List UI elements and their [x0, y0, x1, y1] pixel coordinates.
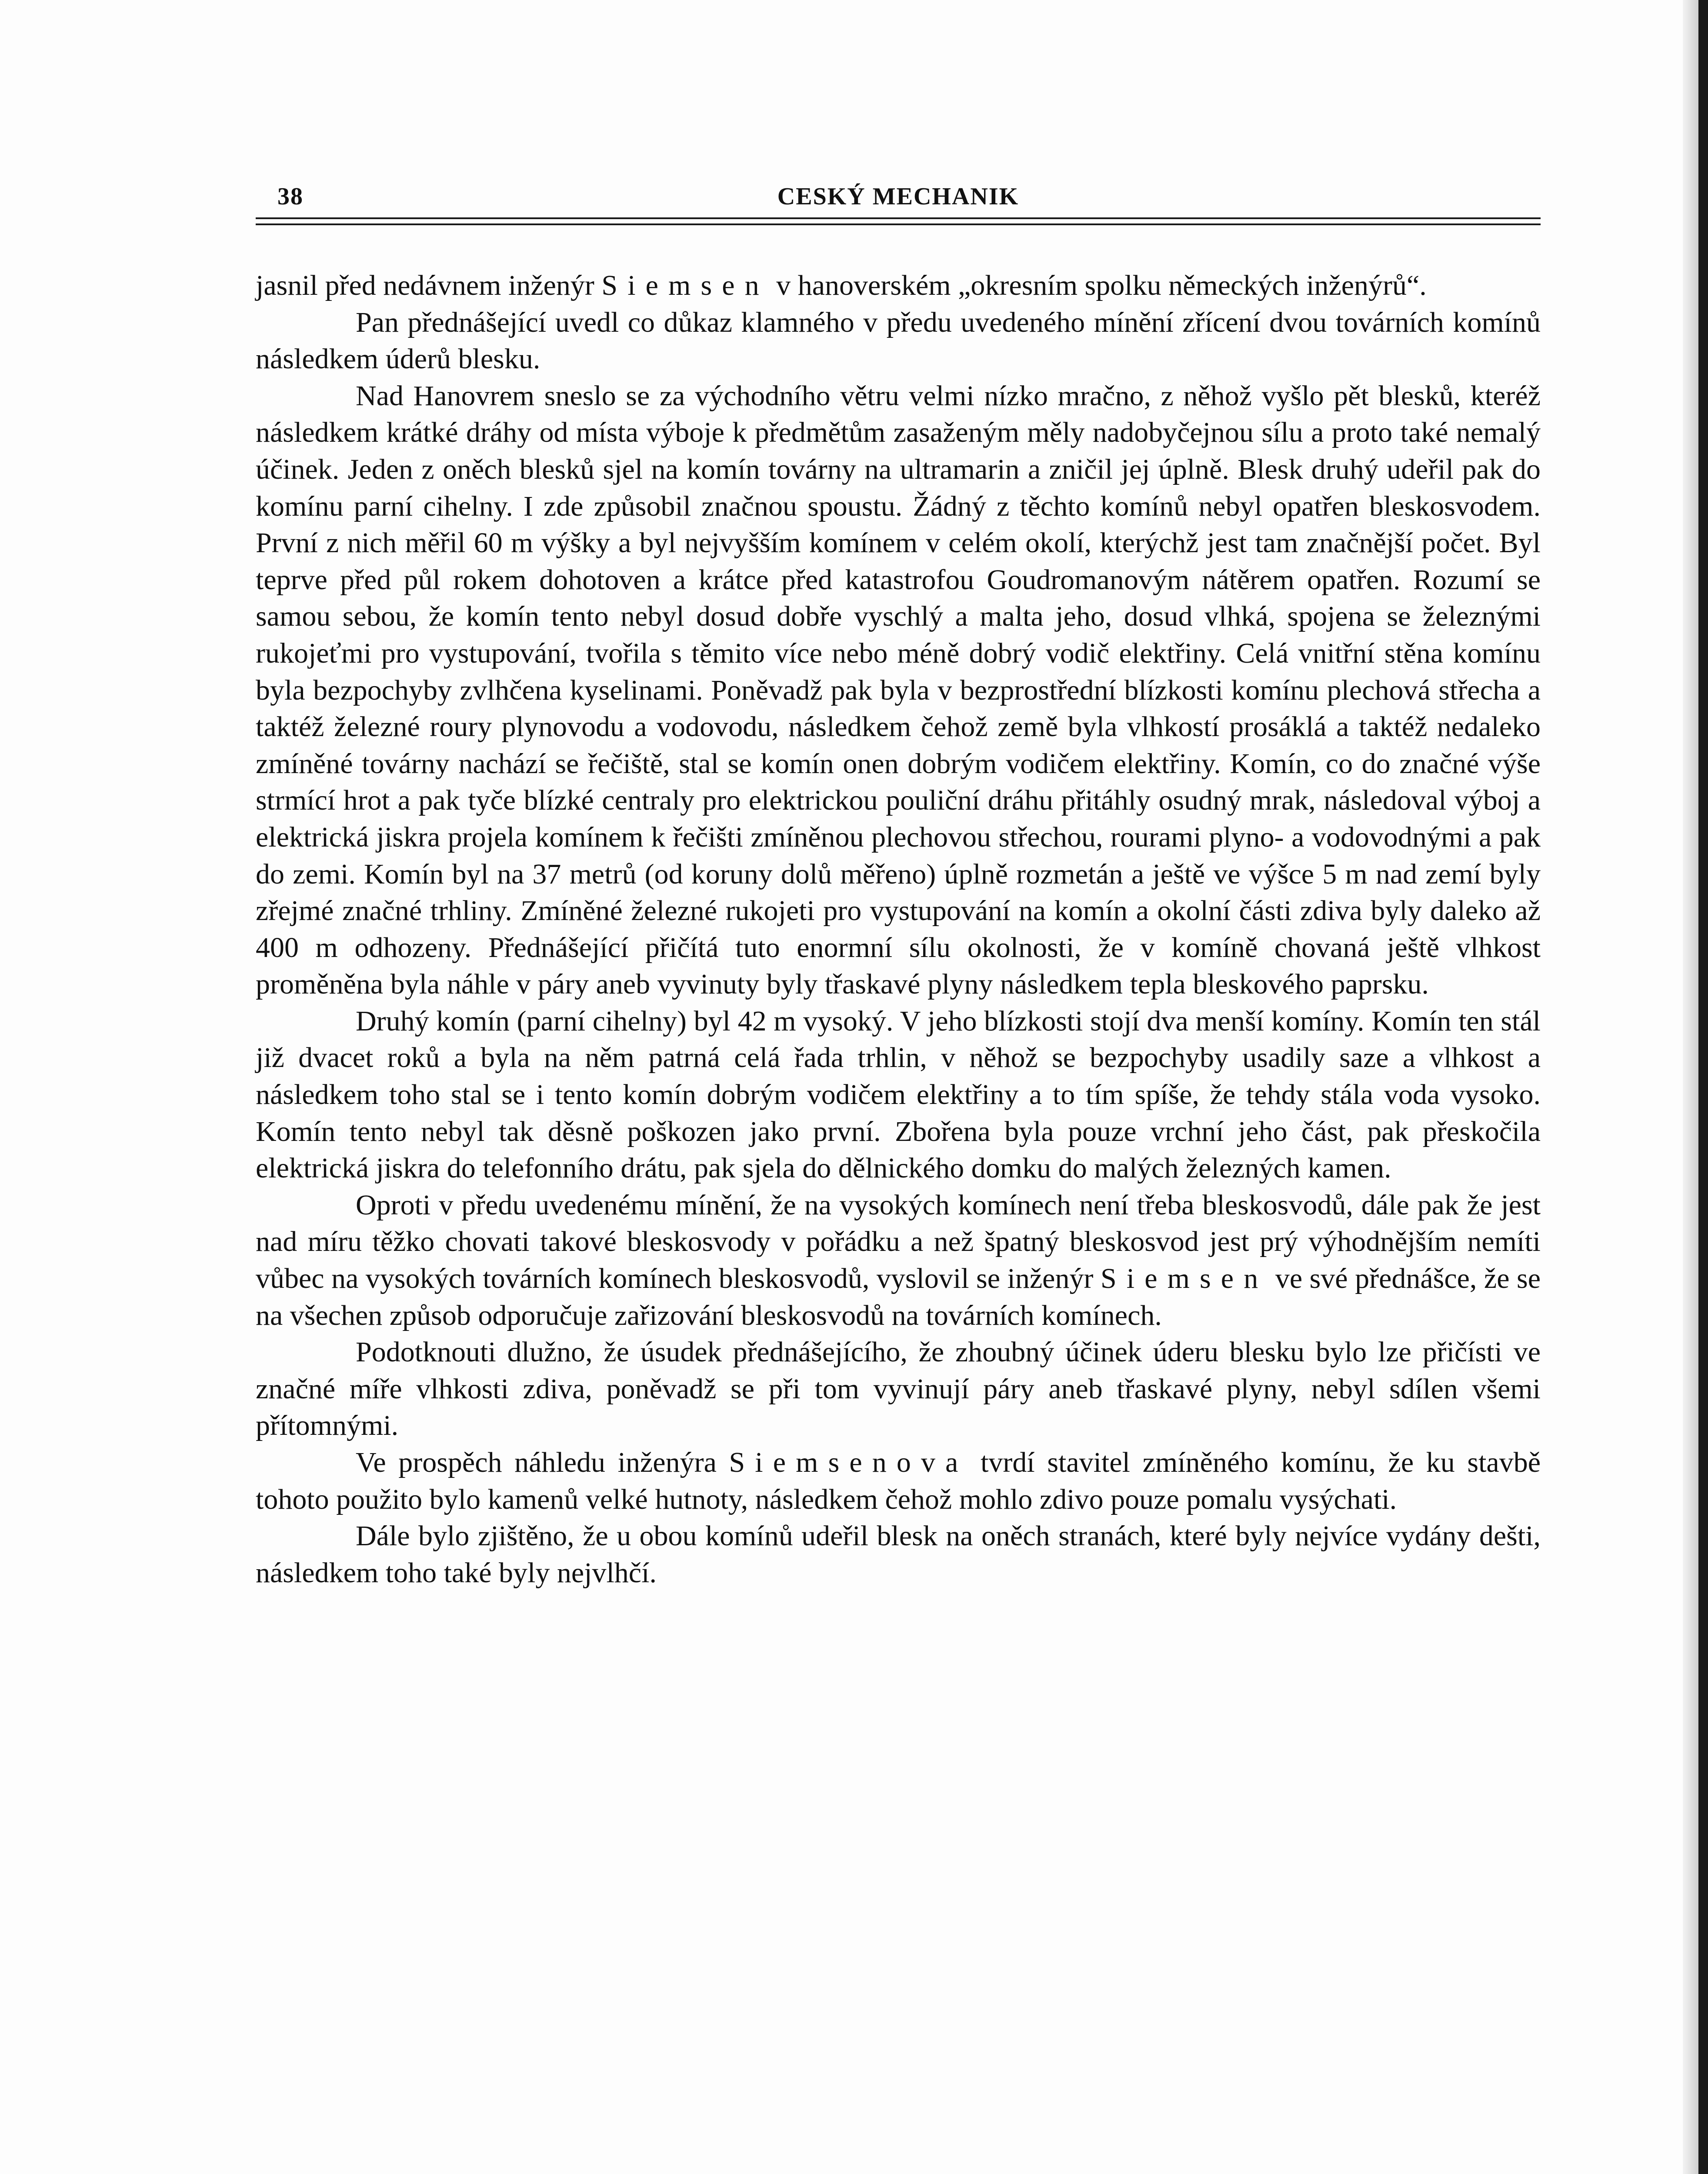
page-edge-shadow — [1683, 0, 1698, 2174]
running-title: CESKÝ MECHANIK — [777, 183, 1019, 210]
article-body — [256, 267, 1541, 1591]
page-header — [256, 178, 1541, 213]
paragraph-5: Oproti v předu uvedenému mínění, že na vysokých komínech není třeba bleskosvodů, dále pak že jest nad míru těžko chovati takové bleskosvody v pořádku a než špatný bleskosvod jest prý výhodnějším nemíti vůbec na vysokých továrních komínech bleskosvodů, vyslovil se inženýr Siemsen ve své přednášce, že se na všechen způsob odporučuje zařizování bleskosvodů na továrních komínech. — [256, 1189, 1541, 1331]
spaced-name: Siemsen — [1100, 1263, 1268, 1295]
paragraph-8: Dále bylo zjištěno, že u obou komínů udeřil blesk na oněch stranách, které byly nejvíce vydány dešti, následkem toho také byly nejvlhčí. — [256, 1520, 1541, 1589]
header-rule-top — [256, 217, 1541, 219]
page-edge — [1698, 0, 1708, 2174]
header-rule-bottom — [256, 223, 1541, 225]
spaced-name: Siemsenova — [729, 1447, 968, 1478]
paragraph-6: Podotknouti dlužno, že úsudek přednášejícího, že zhoubný účinek úderu blesku bylo lze přičísti ve značné míře vlhkosti zdiva, poněvadž se při tom vyvinují páry aneb třaskavé plyny, nebyl sdílen všemi přítomnými. — [256, 1336, 1541, 1442]
paragraph-2: Pan přednášející uvedl co důkaz klamného v předu uvedeného mínění zřícení dvou továrních komínů následkem úderů blesku. — [256, 306, 1541, 375]
paragraph-1: jasnil před nedávnem inženýr Siemsen v hanoverském „okresním spolku německých inženýrů“. — [256, 270, 1427, 301]
paragraph-7: Ve prospěch náhledu inženýra Siemsenova tvrdí stavitel zmíněného komínu, že ku stavbě tohoto použito bylo kamenů velké hutnoty, následkem čehož mohlo zdivo pouze pomalu vysýchati. — [256, 1447, 1541, 1515]
spaced-name: Siemsen — [601, 270, 769, 301]
page-number: 38 — [277, 183, 304, 210]
paragraph-4: Druhý komín (parní cihelny) byl 42 m vysoký. V jeho blízkosti stojí dva menší komíny. Komín ten stál již dvacet roků a byla na něm patrná celá řada trhlin, v něhož se bezpochyby usadily saze a vlhkost a následkem toho stal se i tento komín dobrým vodičem elektřiny a to tím spíše, že tehdy stála voda vysoko. Komín tento nebyl tak děsně poškozen jako první. Zbořena byla pouze vrchní jeho část, pak přeskočila elektrická jiskra do telefonního drátu, pak sjela do dělnického domku do malých železných kamen. — [256, 1005, 1541, 1184]
paragraph-3: Nad Hanovrem sneslo se za východního větru velmi nízko mračno, z něhož vyšlo pět blesků, kteréž následkem krátké dráhy od místa výboje k předmětům zasaženým měly nadobyčejnou sílu a proto také nemalý účinek. Jeden z oněch blesků sjel na komín továrny na ultramarin a zničil jej úplně. Blesk druhý udeřil pak do komínu parní cihelny. I zde způsobil značnou spoustu. Žádný z těchto komínů nebyl opatřen bleskosvodem. První z nich měřil 60 m výšky a byl nejvyšším komínem v celém okolí, kterýchž jest tam značnější počet. Byl teprve před půl rokem dohotoven a krátce před katastrofou Goudromanovým nátěrem opatřen. Rozumí se samou sebou, že komín tento nebyl dosud dobře vyschlý a malta jeho, dosud vlhká, spojena se železnými rukojeťmi pro vystupování, tvořila s těmito více nebo méně dobrý vodič elektřiny. Celá vnitřní stěna komínu byla bezpochyby zvlhčena kyselinami. Poněvadž pak byla v bezprostřední blízkosti komínu plechová střecha a taktéž železné roury plynovodu a vodovodu, následkem čehož země byla vlhkostí prosáklá a taktéž nedaleko zmíněné továrny nachází se řečiště, stal se komín onen dobrým vodičem elektřiny. Komín, co do značné výše strmící hrot a pak tyče blízké centraly pro elektrickou pouliční dráhu přitáhly osudný mrak, následoval výboj a elektrická jiskra projela komínem k řečišti zmíněnou plechovou střechou, rourami plyno- a vodovodnými a pak do zemi. Komín byl na 37 metrů (od koruny dolů měřeno) úplně rozmetán a ještě ve výšce 5 m nad zemí byly zřejmé značné trhliny. Zmíněné železné rukojeti pro vystupování na komín a okolní části zdiva byly daleko až 400 m odhozeny. Přednášející přičítá tuto enormní sílu okolnosti, že v komíně chovaná ještě vlhkost proměněna byla náhle v páry aneb vyvinuty byly třaskavé plyny následkem tepla bleskového paprsku. — [256, 380, 1541, 1000]
